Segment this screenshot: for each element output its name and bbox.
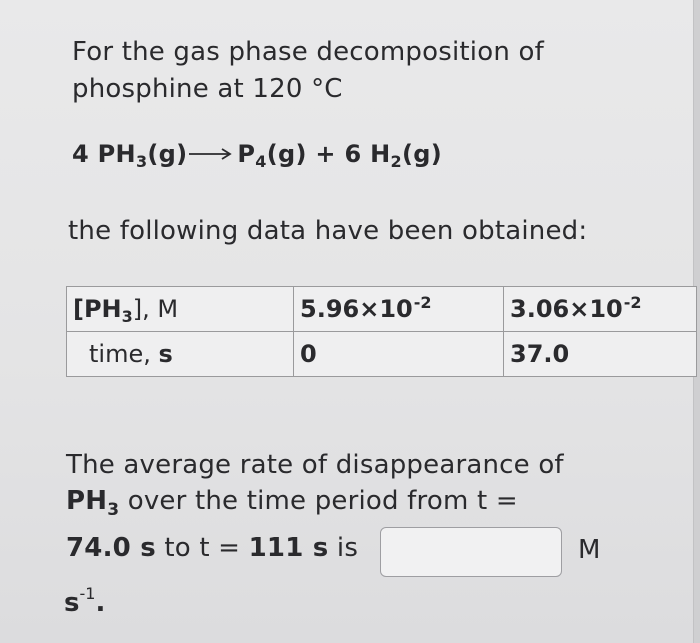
unit-molarity: M <box>578 535 601 565</box>
table-row <box>67 287 697 332</box>
problem-intro <box>72 34 544 108</box>
time-label-unit: s <box>158 340 173 368</box>
question-line-2-rest: over the time period from t = <box>119 486 518 516</box>
concentration-label-unit: ], M <box>132 295 179 323</box>
unit-per-second <box>64 584 106 618</box>
question-line-2 <box>66 483 564 519</box>
data-table <box>66 286 697 377</box>
concentration-value-1 <box>294 287 504 332</box>
product-1-state: (g) + 6 H <box>266 140 391 168</box>
concentration-value-2 <box>504 287 697 332</box>
unit-seconds-exponent: -1 <box>79 584 96 603</box>
unit-period: . <box>95 588 106 618</box>
product-1: P <box>237 140 256 168</box>
reactant: 4 PH <box>72 140 136 168</box>
question-line-3-end: is <box>328 533 359 563</box>
question-species: PH <box>66 486 108 516</box>
question-species-subscript: 3 <box>107 500 120 520</box>
reactant-subscript: 3 <box>135 152 148 171</box>
reactant-state: (g) <box>147 140 188 168</box>
concentration-label <box>67 287 294 332</box>
data-sentence: the following data have been obtained: <box>68 216 588 246</box>
question-start-time: 74.0 s <box>66 533 156 563</box>
rate-answer-input[interactable] <box>380 527 562 577</box>
intro-line-1: For the gas phase decomposition of <box>72 37 544 67</box>
concentration-label-subscript: 3 <box>121 307 133 326</box>
question-line-3 <box>66 533 358 563</box>
question-text <box>66 447 564 519</box>
concentration-label-bracket: [PH <box>73 295 122 323</box>
concentration-value-2-base: 3.06×10 <box>510 295 623 323</box>
time-label <box>67 332 294 377</box>
product-2-subscript: 2 <box>390 152 402 171</box>
time-label-text: time, <box>89 340 159 368</box>
table-row <box>67 332 697 377</box>
unit-seconds: s <box>64 588 80 618</box>
time-value-2: 37.0 <box>504 332 697 377</box>
reaction-equation <box>72 140 442 171</box>
product-2-state: (g) <box>401 140 442 168</box>
question-line-3-mid: to t = <box>155 533 249 563</box>
concentration-value-1-exponent: -2 <box>413 293 432 312</box>
reaction-arrow-icon <box>189 141 235 165</box>
intro-line-2: phosphine at 120 °C <box>72 74 343 104</box>
product-1-subscript: 4 <box>255 152 267 171</box>
concentration-value-2-exponent: -2 <box>623 293 642 312</box>
time-value-1: 0 <box>294 332 504 377</box>
concentration-value-1-base: 5.96×10 <box>300 295 413 323</box>
question-end-time: 111 s <box>248 533 329 563</box>
question-line-1: The average rate of disappearance of <box>66 450 564 480</box>
